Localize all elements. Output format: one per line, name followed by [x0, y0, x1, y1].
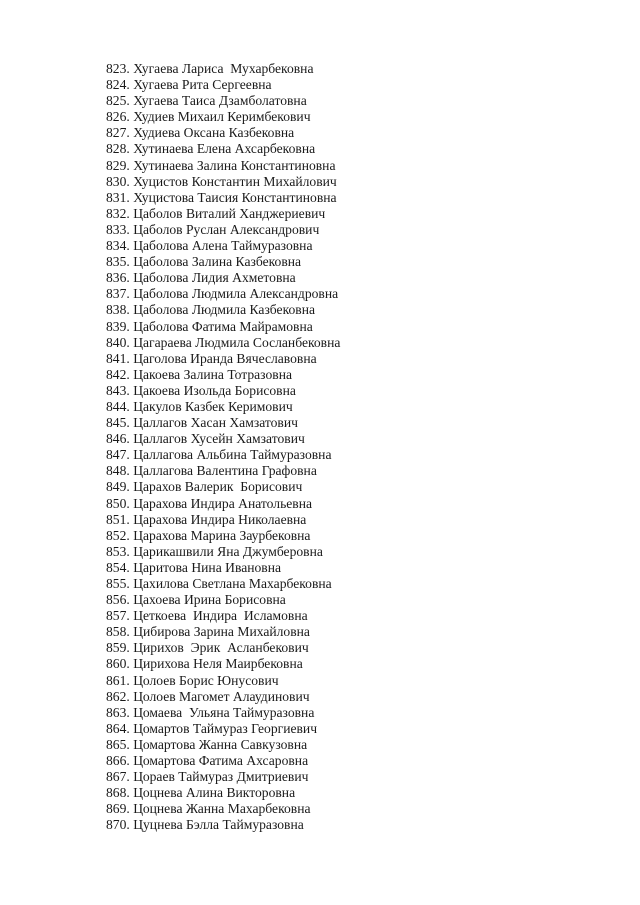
list-item: 847. Цаллагова Альбина Таймуразовна: [106, 447, 332, 463]
list-item: 860. Цирихова Неля Маирбековна: [106, 656, 303, 672]
list-item: 865. Цомартова Жанна Савкузовна: [106, 736, 308, 752]
list-item: 827. Худиева Оксана Казбековна: [106, 125, 295, 141]
list-item: 845. Цаллагов Хасан Хамзатович: [106, 415, 298, 431]
list-item: 823. Хугаева Лариса Мухарбековна: [106, 61, 314, 76]
list-item: 832. Цаболов Виталий Ханджериевич: [106, 205, 326, 221]
list-item: 825. Хугаева Таиса Дзамболатовна: [106, 93, 307, 109]
list-item: 840. Цагараева Людмила Сосланбековна: [106, 334, 341, 350]
list-item: 855. Цахилова Светлана Махарбековна: [106, 576, 332, 591]
list-item: 828. Хутинаева Елена Ахсарбековна: [106, 141, 316, 157]
list-item: 861. Цолоев Борис Юнусович: [106, 672, 279, 688]
list-item: 846. Цаллагов Хусейн Хамзатович: [106, 431, 305, 447]
list-item: 826. Худиев Михаил Керимбекович: [106, 109, 311, 125]
list-item: 854. Царитова Нина Ивановна: [106, 559, 282, 575]
name-list: [106, 61, 340, 834]
list-item: 862. Цолоев Магомет Алаудинович: [106, 688, 310, 704]
list-item: 834. Цаболова Алена Таймуразовна: [106, 238, 313, 254]
list-item: 830. Хуцистов Константин Михайлович: [106, 173, 337, 189]
list-item: 859. Цирихов Эрик Асланбекович: [106, 640, 309, 656]
list-item: 841. Цаголова Иранда Вячеславовна: [106, 350, 317, 366]
list-item: 863. Цомаева Ульяна Таймуразовна: [106, 704, 315, 720]
list-item: 848. Цаллагова Валентина Графовна: [106, 463, 317, 479]
list-item: 870. Цуцнева Бэлла Таймуразовна: [106, 817, 304, 833]
list-item: 838. Цаболова Людмила Казбековна: [106, 302, 316, 318]
list-item: 843. Цакоева Изольда Борисовна: [106, 382, 296, 398]
list-item: 866. Цомартова Фатима Ахсаровна: [106, 753, 309, 769]
list-item: 864. Цомартов Таймураз Георгиевич: [106, 720, 318, 736]
list-item: 867. Цораев Таймураз Дмитриевич: [106, 769, 309, 785]
list-item: 837. Цаболова Людмила Александровна: [106, 286, 339, 302]
list-item: 836. Цаболова Лидия Ахметовна: [106, 270, 296, 286]
list-item: 824. Хугаева Рита Сергеевна: [106, 77, 272, 93]
list-item: 856. Цахоева Ирина Борисовна: [106, 592, 286, 608]
list-item: 868. Цоцнева Алина Викторовна: [106, 785, 296, 801]
list-item: 851. Царахова Индира Николаевна: [106, 511, 307, 527]
list-item: 835. Цаболова Залина Казбековна: [106, 254, 302, 270]
list-item: 857. Цеткоева Индира Исламовна: [106, 608, 308, 624]
list-item: 833. Цаболов Руслан Александрович: [106, 221, 320, 237]
list-item: 849. Царахов Валерик Борисович: [106, 479, 303, 495]
list-item: 853. Царикашвили Яна Джумберовна: [106, 543, 323, 559]
list-item: 829. Хутинаева Залина Константиновна: [106, 157, 336, 173]
list-item: 844. Цакулов Казбек Керимович: [106, 398, 293, 414]
list-item: 839. Цаболова Фатима Майрамовна: [106, 318, 313, 334]
list-item: 858. Цибирова Зарина Михайловна: [106, 624, 310, 640]
list-item: 850. Царахова Индира Анатольевна: [106, 495, 313, 511]
list-item: 852. Царахова Марина Заурбековна: [106, 527, 311, 543]
list-item: 842. Цакоева Залина Тотразовна: [106, 366, 292, 382]
list-item: 831. Хуцистова Таисия Константиновна: [106, 189, 337, 205]
list-item: 869. Цоцнева Жанна Махарбековна: [106, 801, 311, 817]
